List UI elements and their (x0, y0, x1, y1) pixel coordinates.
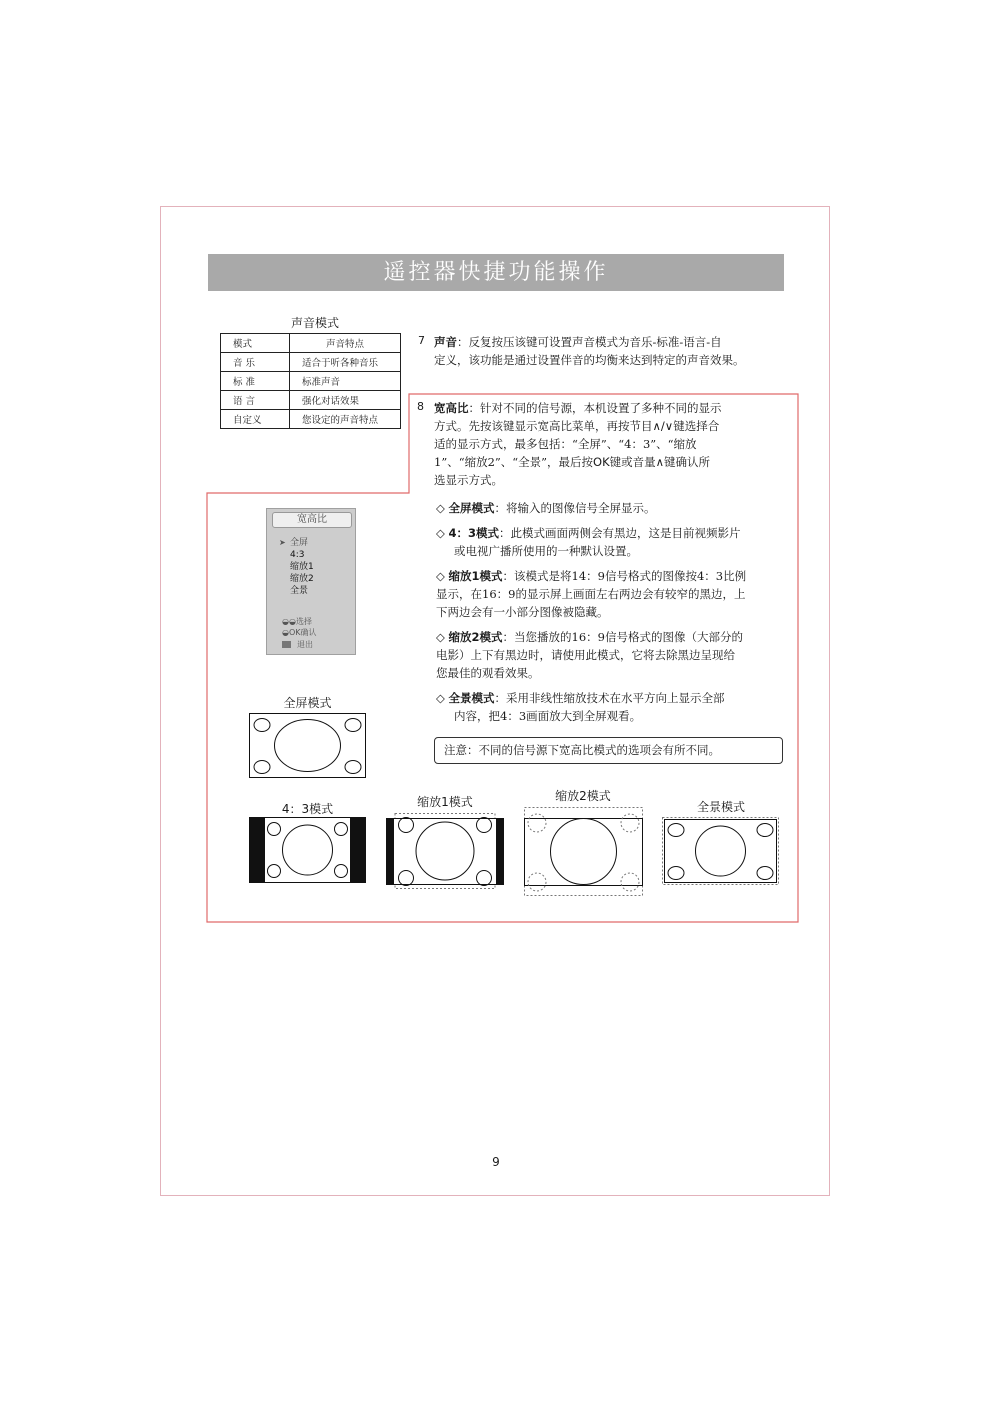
exit-icon (282, 641, 291, 648)
column-header: 声音特点 (290, 334, 401, 353)
osd-hint-ok: ◒OK确认 (282, 628, 317, 637)
note-box: 注意：不同的信号源下宽高比模式的选项会有所不同。 (434, 737, 783, 764)
osd-menu-title: 宽高比 (272, 512, 352, 528)
osd-item-panorama[interactable]: 全景 (290, 586, 309, 596)
zoom1-mode-diagram (386, 812, 506, 890)
osd-item-zoom2[interactable]: 缩放2 (290, 574, 314, 584)
sound-table-caption: 声音模式 (290, 316, 339, 330)
page-number: 9 (492, 1155, 500, 1169)
table-row (221, 353, 401, 372)
full-mode-diagram (249, 713, 367, 779)
table-cell: 适合于听各种音乐 (290, 353, 401, 372)
diamond-icon: ◇ (436, 501, 449, 515)
table-cell: 标 准 (221, 372, 290, 391)
r43-mode-diagram (249, 817, 367, 884)
page-title: 遥控器快捷功能操作 (208, 254, 784, 291)
item-8-term: 宽高比 (434, 401, 469, 415)
sound-mode-table (220, 333, 401, 429)
item-7-text: 声音：反复按压该键可设置声音模式为音乐-标准-语言-自 定义，该功能是通过设置伴音的均衡来达到特定的声音效果。 (434, 335, 745, 367)
osd-item-full[interactable]: 全屏 (290, 538, 309, 548)
diagram-label-43: 4：3模式 (281, 802, 334, 816)
diagram-label-full: 全屏模式 (283, 696, 332, 710)
cursor-arrow-icon: ➤ (279, 538, 286, 547)
item-8-text: 宽高比：针对不同的信号源，本机设置了多种不同的显示 方式。先按该键显示宽高比菜单，再按节目∧/∨键选择合 适的显示方式，最多包括：“全屏”、“4：3”、“缩放 1”、“缩放2”、“全景”，最后按OK键或音量∧键确认所 选显示方式。 (434, 401, 722, 487)
osd-hint-exit: 退出 (282, 639, 313, 650)
bullet-zoom1-mode: ◇ 缩放1模式：该模式是将14：9信号格式的图像按4：3比例 显示，在16：9的显示屏上画面左右两边会有较窄的黑边，上 下两边会有一小部分图像被隐藏。 (436, 569, 747, 619)
table-cell: 您设定的声音特点 (290, 410, 401, 429)
table-header-row (221, 334, 401, 353)
diagram-label-panorama: 全景模式 (696, 800, 745, 814)
osd-item-zoom1[interactable]: 缩放1 (290, 562, 314, 572)
volume-key-label: 音量∧ (632, 455, 665, 469)
diagram-label-zoom1: 缩放1模式 (417, 795, 473, 809)
diagram-label-zoom2: 缩放2模式 (555, 789, 611, 803)
diamond-icon: ◇ (436, 630, 449, 644)
zoom2-mode-diagram (523, 806, 645, 898)
table-cell: 音 乐 (221, 353, 290, 372)
column-header: 模式 (221, 334, 290, 353)
table-row (221, 410, 401, 429)
table-row (221, 391, 401, 410)
ok-icon: ◒ (282, 628, 289, 637)
table-cell: 强化对话效果 (290, 391, 401, 410)
table-cell: 标准声音 (290, 372, 401, 391)
osd-item-43[interactable]: 4:3 (290, 550, 305, 560)
diamond-icon: ◇ (436, 691, 449, 705)
up-down-icon: ◒◒ (282, 617, 296, 626)
ok-key-label: OK (593, 455, 610, 469)
osd-hint-select: ◒◒选择 (282, 617, 312, 626)
table-cell: 语 言 (221, 391, 290, 410)
channel-key-label: 节目∧/∨ (629, 419, 674, 433)
bullet-panorama-mode: ◇ 全景模式：采用非线性缩放技术在水平方向上显示全部 内容，把4：3画面放大到全屏观看。 (436, 691, 725, 723)
panorama-mode-diagram (661, 816, 781, 886)
item-8-number: 8 (417, 400, 424, 413)
bullet-43-mode: ◇ 4：3模式：此模式画面两侧会有黑边，这是目前视频影片 或电视广播所使用的一种默认设置。 (436, 526, 741, 558)
item-7-number: 7 (418, 334, 425, 347)
table-cell: 自定义 (221, 410, 290, 429)
bullet-zoom2-mode: ◇ 缩放2模式：当您播放的16：9信号格式的图像（大部分的 电影）上下有黑边时，请使用此模式，它将去除黑边呈现给 您最佳的观看效果。 (436, 630, 743, 680)
diamond-icon: ◇ (436, 569, 449, 583)
table-row (221, 372, 401, 391)
bullet-full-mode: ◇ 全屏模式：将输入的图像信号全屏显示。 (436, 501, 656, 515)
diamond-icon: ◇ (436, 526, 449, 540)
item-7-term: 声音 (434, 335, 457, 349)
